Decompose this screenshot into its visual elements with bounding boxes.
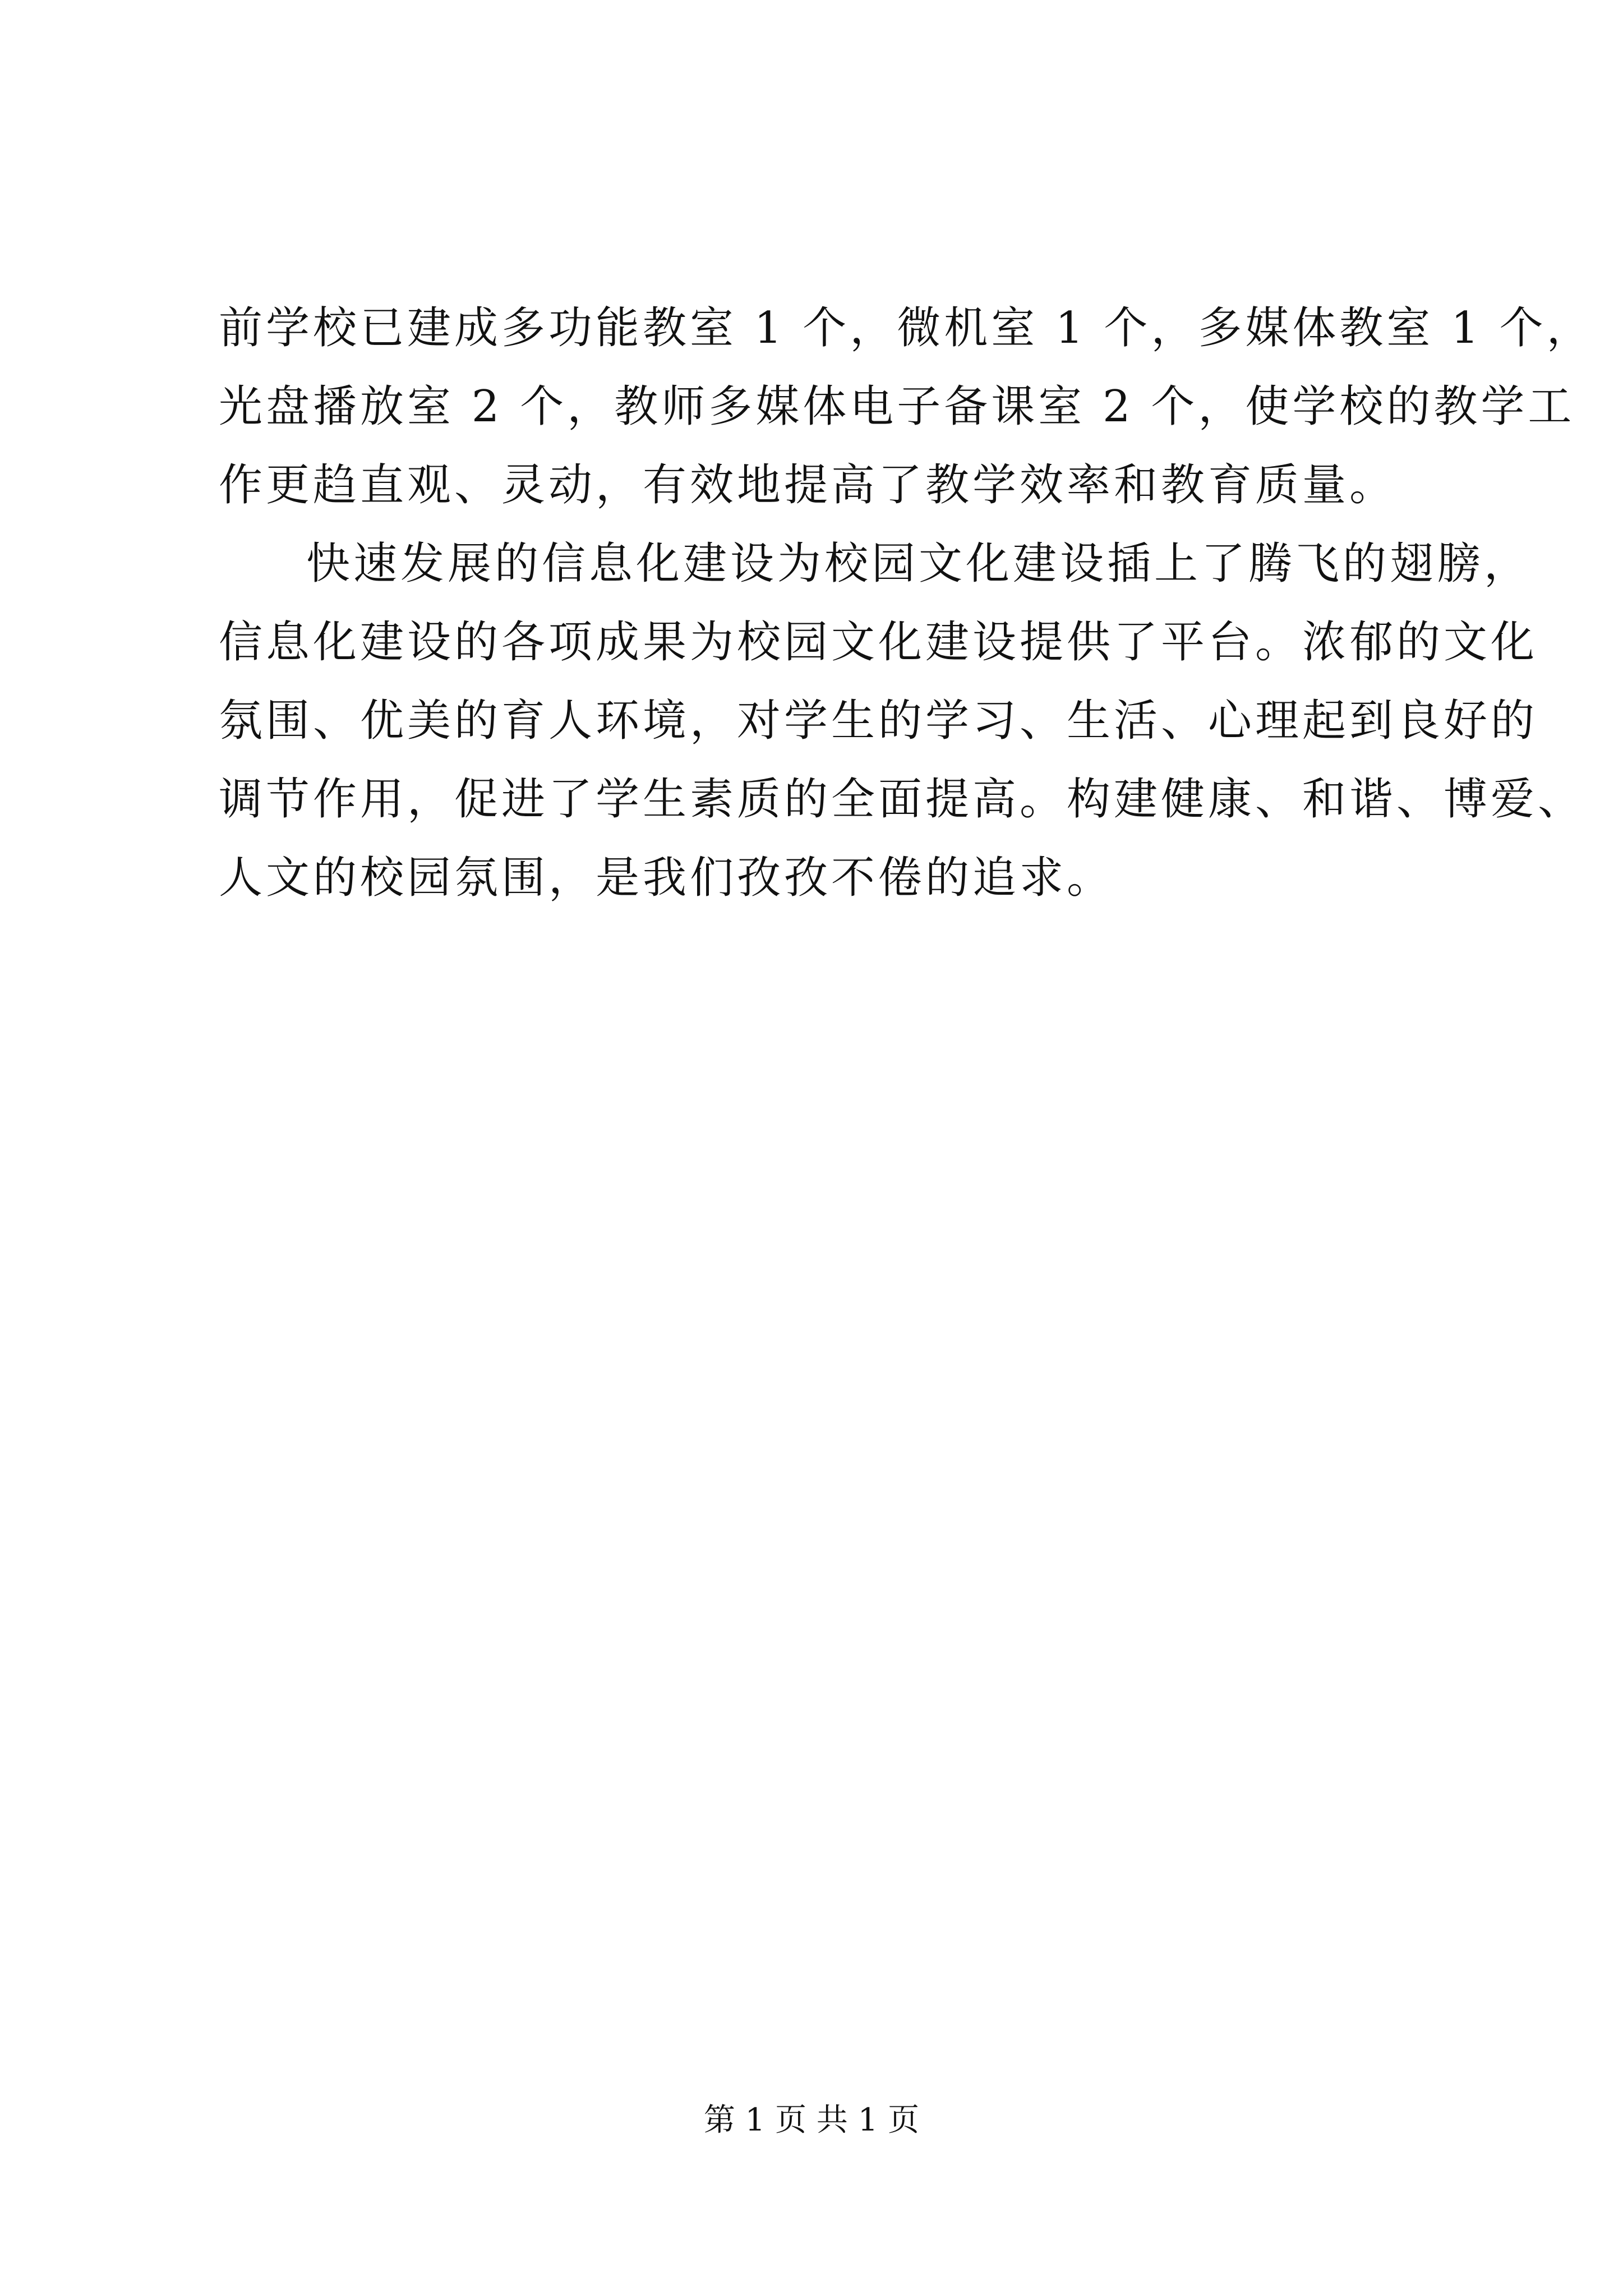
document-body <box>219 289 1594 917</box>
paragraph-2 <box>219 524 1585 917</box>
text-line: 快速发展的信息化建设为校园文化建设插上了腾飞的翅膀， <box>306 539 1532 589</box>
page-number-label: 第 1 页 共 1 页 <box>703 2102 920 2138</box>
text-line: 前学校已建成多功能教室 1 个，微机室 1 个，多媒体教室 1 个， <box>219 303 1594 353</box>
text-line: 作更趋直观、灵动，有效地提高了教学效率和教育质量。 <box>219 460 1397 510</box>
paragraph-1 <box>219 289 1594 524</box>
text-line: 信息化建设的各项成果为校园文化建设提供了平台。浓郁的文化 <box>219 617 1538 668</box>
text-line: 氛围、优美的育人环境，对学生的学习、生活、心理起到良好的 <box>219 696 1538 746</box>
text-line: 光盘播放室 2 个，教师多媒体电子备课室 2 个，使学校的教学工 <box>219 381 1575 432</box>
text-line: 调节作用，促进了学生素质的全面提高。构建健康、和谐、博爱、 <box>219 774 1585 825</box>
page-footer <box>0 2098 1623 2143</box>
text-line: 人文的校园氛围，是我们孜孜不倦的追求。 <box>219 853 1114 903</box>
